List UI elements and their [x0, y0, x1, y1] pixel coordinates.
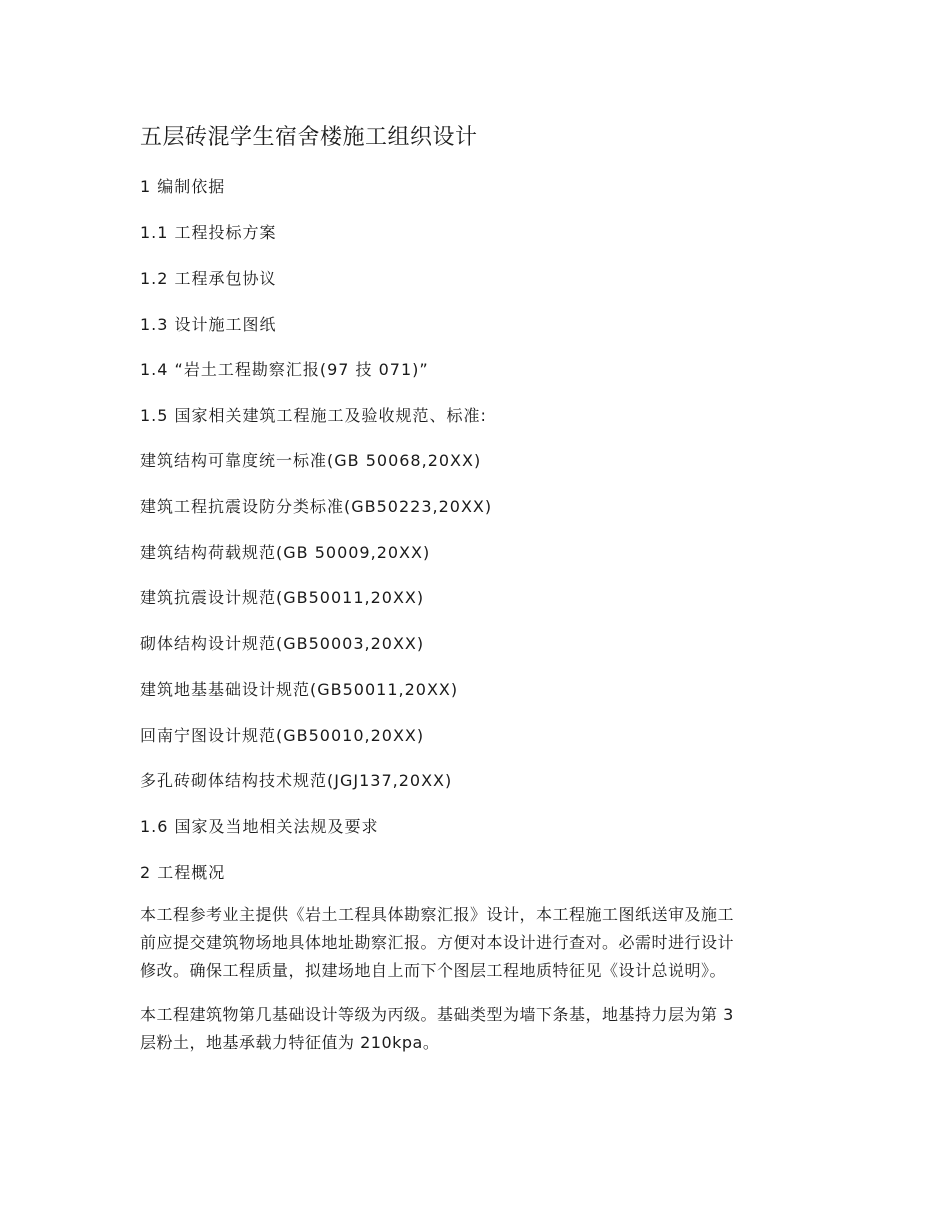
standard-item: 建筑抗震设计规范(GB50011,20XX): [140, 588, 425, 607]
standard-item: 多孔砖砌体结构技术规范(JGJ137,20XX): [140, 771, 453, 790]
standard-item: 回南宁图设计规范(GB50010,20XX): [140, 726, 425, 745]
item-1-3: 1.3 设计施工图纸: [140, 315, 277, 334]
overview-paragraph-2: [140, 1001, 820, 1057]
overview-paragraph-1: [140, 901, 820, 985]
paragraph-line: 本工程参考业主提供《岩土工程具体勘察汇报》设计，本工程施工图纸送审及施工: [140, 905, 735, 924]
standard-item: 建筑结构荷载规范(GB 50009,20XX): [140, 543, 431, 562]
paragraph-line: 层粉土，地基承载力特征值为 210kpa。: [140, 1033, 440, 1052]
item-1-4: 1.4 “岩土工程勘察汇报(97 技 071)”: [140, 360, 429, 379]
section-heading-1: 1 编制依据: [140, 177, 226, 196]
paragraph-line: 本工程建筑物第几基础设计等级为丙级。基础类型为墙下条基，地基持力层为第 3: [140, 1005, 734, 1024]
item-1-1: 1.1 工程投标方案: [140, 223, 277, 242]
document-title: 五层砖混学生宿舍楼施工组织设计: [140, 125, 478, 150]
standard-item: 建筑工程抗震设防分类标准(GB50223,20XX): [140, 497, 493, 516]
item-1-6: 1.6 国家及当地相关法规及要求: [140, 817, 379, 836]
item-1-5: 1.5 国家相关建筑工程施工及验收规范、标准:: [140, 406, 487, 425]
standard-item: 砌体结构设计规范(GB50003,20XX): [140, 634, 425, 653]
paragraph-line: 修改。确保工程质量，拟建场地自上而下个图层工程地质特征见《设计总说明》。: [140, 961, 727, 980]
section-heading-2: 2 工程概况: [140, 863, 226, 882]
item-1-2: 1.2 工程承包协议: [140, 269, 277, 288]
standard-item: 建筑结构可靠度统一标准(GB 50068,20XX): [140, 451, 482, 470]
standard-item: 建筑地基基础设计规范(GB50011,20XX): [140, 680, 459, 699]
paragraph-line: 前应提交建筑物场地具体地址勘察汇报。方便对本设计进行查对。必需时进行设计: [140, 933, 735, 952]
